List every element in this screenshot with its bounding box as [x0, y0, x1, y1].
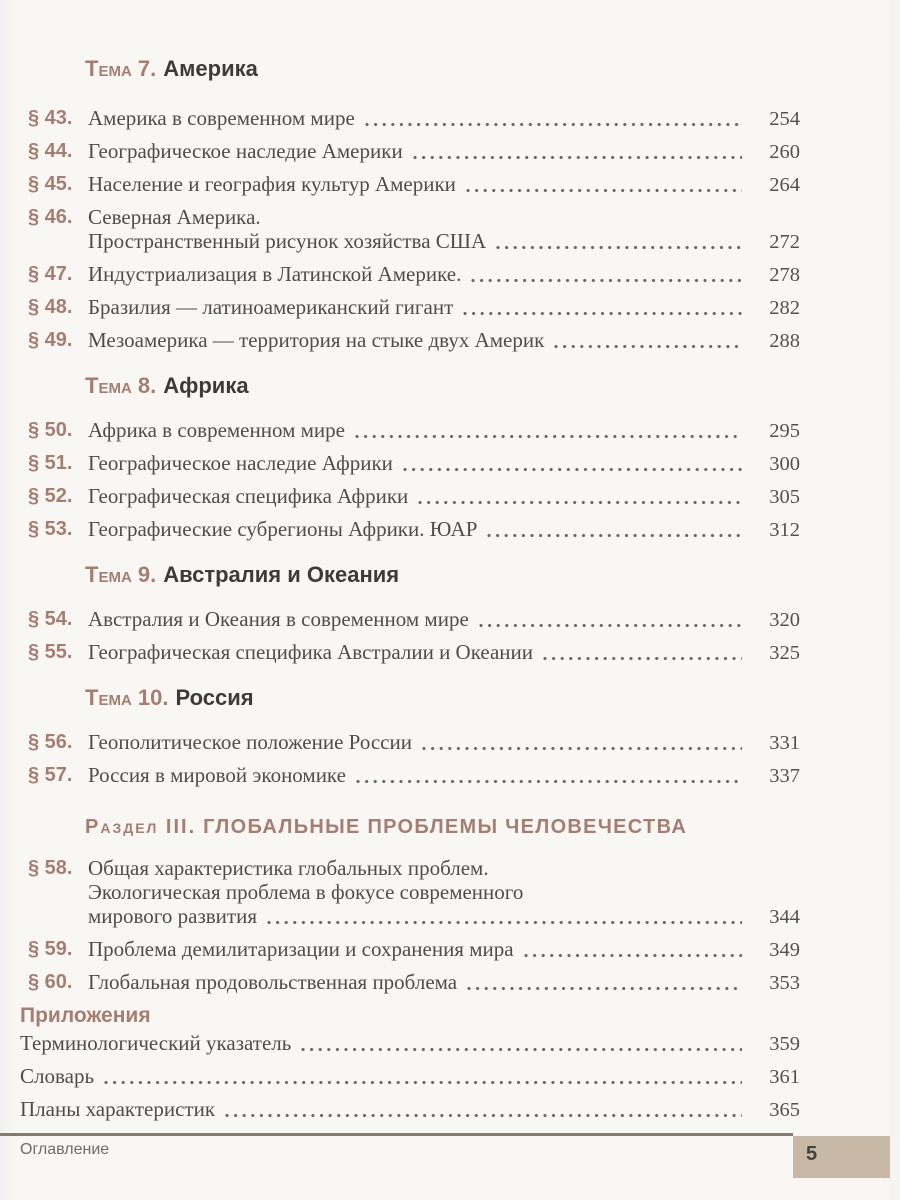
entry-line [88, 205, 800, 229]
section-title: Африка [163, 373, 249, 398]
section-label: Тема 9. [85, 562, 157, 587]
page-number: 5 [806, 1143, 818, 1165]
toc-entry [28, 139, 800, 164]
entry-line [88, 607, 800, 632]
entry-title: Северная Америка. [88, 205, 261, 229]
toc-entry [20, 1064, 800, 1089]
entry-page-number: 272 [769, 231, 800, 253]
section-label: Тема 10. [85, 685, 169, 710]
toc-entry [28, 970, 800, 995]
toc-entry [20, 1031, 800, 1056]
entry-title: Общая характеристика глобальных проблем. [88, 856, 489, 880]
entry-body [88, 172, 800, 197]
entry-page-number: 337 [769, 765, 800, 787]
entry-line [88, 139, 800, 164]
toc-entry [28, 607, 800, 632]
entry-page-number: 278 [769, 264, 800, 286]
toc-entry [28, 484, 800, 509]
entry-title: Пространственный рисунок хозяйства США [88, 229, 487, 253]
dot-leader [554, 344, 742, 349]
entry-title: Бразилия — латиноамериканский гигант [88, 295, 454, 319]
entry-page-number: 331 [769, 732, 800, 754]
entry-number: § 43. [28, 107, 73, 129]
entry-number: § 44. [28, 140, 73, 162]
toc-entry [28, 295, 800, 320]
dot-leader [543, 656, 742, 661]
entry-title: Африка в современном мире [88, 418, 345, 442]
toc-entry [28, 328, 800, 353]
dot-leader [355, 434, 742, 439]
toc-entry [28, 640, 800, 665]
entry-page-number: 359 [769, 1033, 800, 1055]
section-header [85, 814, 800, 840]
entry-page-number: 288 [769, 330, 800, 352]
entry-number: § 53. [28, 518, 73, 540]
entry-title: Географическое наследие Африки [88, 451, 393, 475]
entry-line [88, 763, 800, 788]
entry-title: Население и география культур Америки [88, 172, 456, 196]
entry-line [20, 1031, 800, 1056]
section-title: Австралия и Океания [163, 562, 400, 587]
entry-body [88, 139, 800, 164]
section-label: Тема 7. [85, 56, 157, 81]
entry-line [88, 730, 800, 755]
entry-title: Словарь [20, 1064, 95, 1088]
dot-leader [471, 278, 742, 283]
entry-number: § 55. [28, 641, 73, 663]
dot-leader [301, 1047, 742, 1052]
entry-page-number: 282 [769, 297, 800, 319]
entry-body [88, 451, 800, 476]
entry-line [88, 937, 800, 962]
entry-title: Индустриализация в Латинской Америке. [88, 262, 462, 286]
entry-body [88, 205, 800, 254]
toc-list [20, 56, 800, 1122]
entry-body [20, 1031, 800, 1056]
entry-title: Экологическая проблема в фокусе современного [88, 880, 524, 904]
entry-title: Планы характеристик [20, 1097, 216, 1121]
entry-number: § 46. [28, 206, 73, 228]
entry-line [88, 262, 800, 287]
entry-number: § 54. [28, 608, 73, 630]
entry-number: § 47. [28, 263, 73, 285]
footer-section-label: Оглавление [20, 1141, 110, 1158]
toc-entry [28, 205, 800, 254]
appendix-header: Приложения [20, 1004, 151, 1027]
entry-number: § 50. [28, 419, 73, 441]
entry-line [20, 1064, 800, 1089]
dot-leader [487, 533, 742, 538]
entry-body [88, 856, 800, 929]
dot-leader [467, 986, 742, 991]
entry-line [88, 328, 800, 353]
entry-body [88, 328, 800, 353]
entry-number: § 57. [28, 764, 73, 786]
dot-leader [422, 746, 742, 751]
entry-line [88, 172, 800, 197]
entry-page-number: 305 [769, 486, 800, 508]
entry-line [20, 1097, 800, 1122]
entry-body [88, 970, 800, 995]
entry-title: Географическая специфика Африки [88, 484, 409, 508]
entry-page-number: 312 [769, 519, 800, 541]
entry-page-number: 254 [769, 108, 800, 130]
entry-title: Австралия и Океания в современном мире [88, 607, 469, 631]
entry-line [88, 856, 800, 880]
dot-leader [524, 953, 742, 958]
entry-body [20, 1097, 800, 1122]
entry-body [88, 937, 800, 962]
entry-line [88, 229, 800, 254]
entry-number: § 58. [28, 857, 73, 879]
entry-page-number: 349 [769, 939, 800, 961]
section-header [85, 373, 800, 399]
entry-line [88, 106, 800, 131]
entry-line [88, 451, 800, 476]
entry-line [88, 904, 800, 929]
section-label: Тема 8. [85, 373, 157, 398]
entry-title: Терминологический указатель [20, 1031, 292, 1055]
entry-line [88, 880, 800, 904]
entry-title: Геополитическое положение России [88, 730, 412, 754]
entry-title: мирового развития [88, 904, 257, 928]
dot-leader [496, 245, 742, 250]
dot-leader [479, 623, 742, 628]
toc-entry [28, 937, 800, 962]
entry-title: Проблема демилитаризации и сохранения мира [88, 937, 514, 961]
toc-entry [28, 106, 800, 131]
entry-title: Россия в мировой экономике [88, 763, 346, 787]
entry-line [88, 517, 800, 542]
entry-line [88, 484, 800, 509]
toc-entry [28, 730, 800, 755]
entry-page-number: 300 [769, 453, 800, 475]
entry-line [88, 295, 800, 320]
entry-body [88, 607, 800, 632]
section-title: Россия [175, 685, 254, 710]
entry-body [88, 295, 800, 320]
entry-number: § 59. [28, 938, 73, 960]
dot-leader [267, 920, 742, 925]
entry-number: § 51. [28, 452, 73, 474]
toc-entry [28, 856, 800, 929]
entry-body [88, 763, 800, 788]
toc-entry [28, 517, 800, 542]
entry-page-number: 320 [769, 609, 800, 631]
dot-leader [463, 311, 742, 316]
footer-rule [0, 1133, 793, 1136]
section-header [85, 562, 800, 588]
entry-body [88, 106, 800, 131]
entry-page-number: 295 [769, 420, 800, 442]
entry-number: § 56. [28, 731, 73, 753]
entry-body [88, 484, 800, 509]
section-title: Америка [163, 56, 258, 81]
entry-title: Мезоамерика — территория на стыке двух Америк [88, 328, 545, 352]
dot-leader [466, 188, 742, 193]
page-number-box [793, 1136, 890, 1178]
entry-title: Географические субрегионы Африки. ЮАР [88, 517, 478, 541]
dot-leader [365, 122, 742, 127]
toc-entry [28, 262, 800, 287]
entry-page-number: 361 [769, 1066, 800, 1088]
toc-entry [20, 1097, 800, 1122]
section-label: Раздел III. [85, 816, 197, 838]
toc-entry [28, 418, 800, 443]
entry-body [88, 262, 800, 287]
entry-page-number: 344 [769, 906, 800, 928]
section-header [85, 56, 800, 82]
entry-title: Глобальная продовольственная проблема [88, 970, 458, 994]
entry-body [88, 517, 800, 542]
entry-body [88, 730, 800, 755]
entry-page-number: 353 [769, 972, 800, 994]
entry-number: § 52. [28, 485, 73, 507]
entry-number: § 60. [28, 971, 73, 993]
entry-title: Географическое наследие Америки [88, 139, 403, 163]
dot-leader [418, 500, 742, 505]
section-header [85, 685, 800, 711]
entry-number: § 48. [28, 296, 73, 318]
entry-line [88, 970, 800, 995]
entry-line [88, 640, 800, 665]
dot-leader [403, 467, 742, 472]
toc-entry [28, 172, 800, 197]
entry-number: § 45. [28, 173, 73, 195]
entry-body [20, 1064, 800, 1089]
dot-leader [356, 779, 742, 784]
entry-number: § 49. [28, 329, 73, 351]
entry-page-number: 365 [769, 1099, 800, 1121]
entry-title: Америка в современном мире [88, 106, 355, 130]
toc-entry [28, 451, 800, 476]
entry-title: Географическая специфика Австралии и Океании [88, 640, 534, 664]
section-title: ГЛОБАЛЬНЫЕ ПРОБЛЕМЫ ЧЕЛОВЕЧЕСТВА [203, 816, 688, 838]
entry-body [88, 640, 800, 665]
entry-body [88, 418, 800, 443]
entry-page-number: 260 [769, 141, 800, 163]
toc-entry [28, 763, 800, 788]
entry-page-number: 264 [769, 174, 800, 196]
entry-line [88, 418, 800, 443]
dot-leader [104, 1080, 742, 1085]
dot-leader [413, 155, 742, 160]
dot-leader [225, 1113, 742, 1118]
entry-page-number: 325 [769, 642, 800, 664]
